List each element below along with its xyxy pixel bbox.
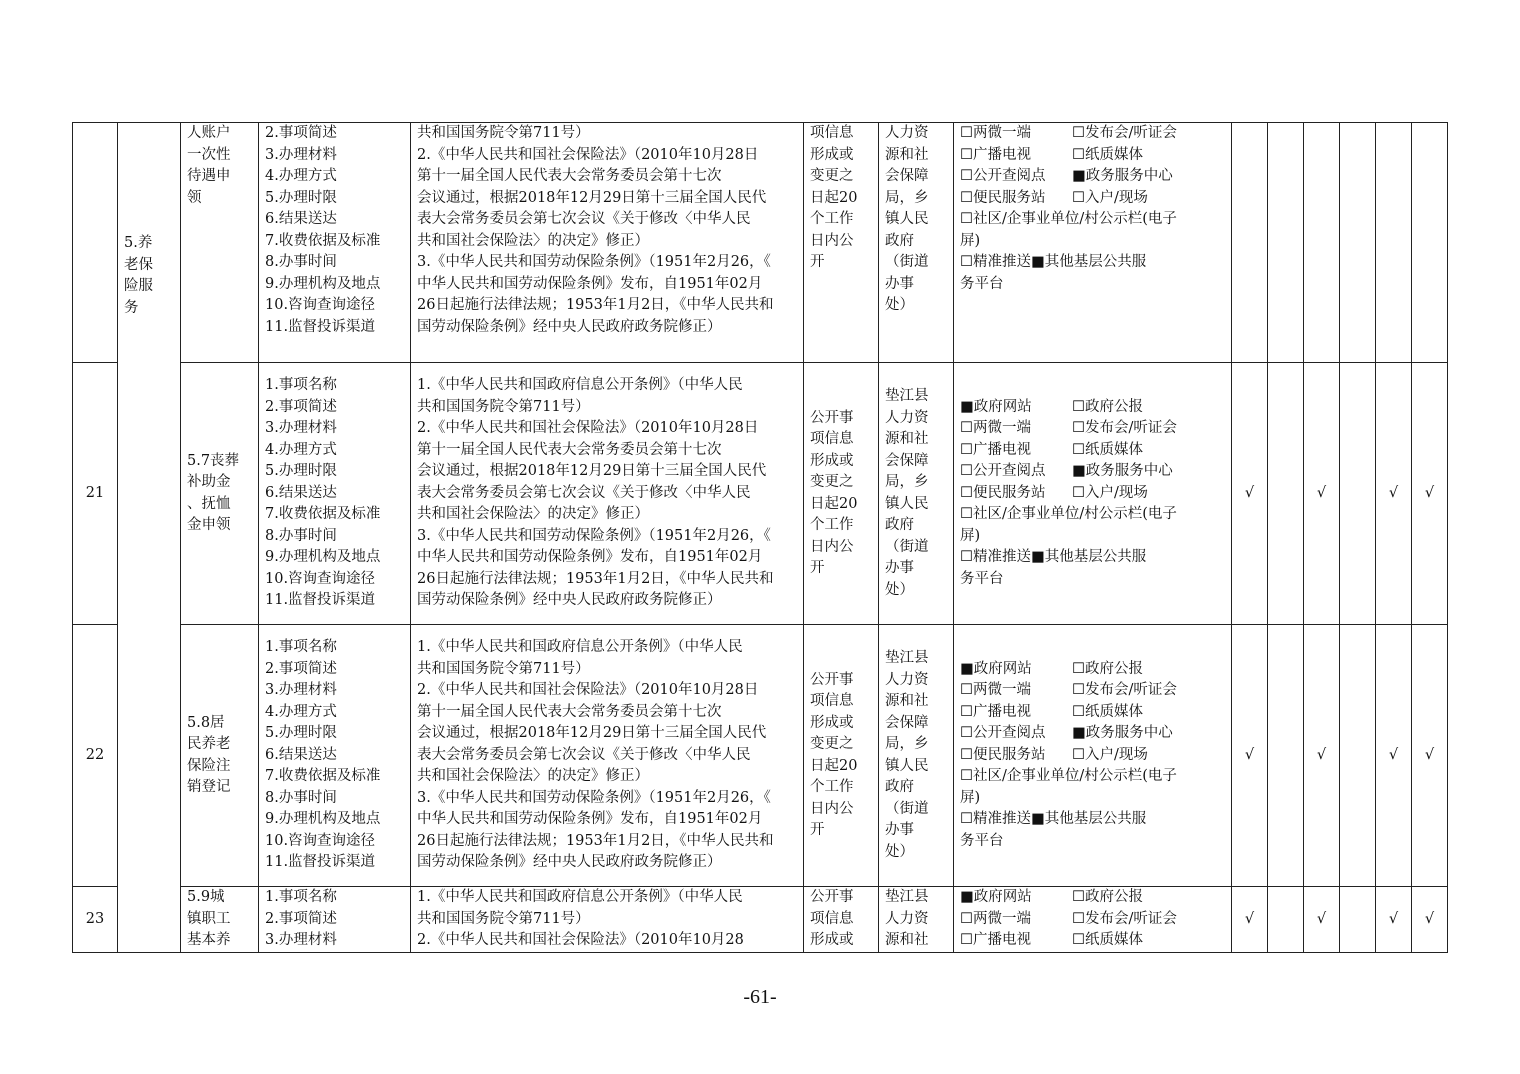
check-cell: √ (1232, 887, 1268, 953)
time-line: 变更之 (810, 168, 854, 184)
item-name-cell (181, 887, 259, 953)
time-line: 日内公 (810, 232, 854, 249)
org-line: 镇人民 (885, 211, 929, 227)
content-line: 1.事项名称 (265, 889, 337, 905)
time-line: 形成或 (810, 714, 854, 731)
channel-item: ☐发布会/听证会 (1072, 910, 1177, 927)
content-line: 2.事项简述 (265, 660, 337, 677)
content-line: 11.监督投诉渠道 (265, 592, 376, 609)
channels-cell (954, 363, 1232, 625)
content-line: 3.办理材料 (265, 682, 337, 699)
basis-line: 2.《中华人民共和国社会保险法》（2010年10月28日 (417, 146, 759, 163)
channel-item: ☐精准推送■其他基层公共服 (960, 811, 1147, 828)
channel-item: ☐便民服务站 (960, 484, 1046, 501)
basis-line: 2.《中华人民共和国社会保险法》（2010年10月28日 (417, 682, 759, 699)
time-line: 开 (810, 822, 825, 838)
service-table (72, 122, 1448, 953)
basis-line: 第十一届全国人民代表大会常务委员会第十七次 (417, 168, 722, 184)
channel-item: ☐便民服务站 (960, 746, 1046, 763)
content-line: 1.事项名称 (265, 639, 337, 656)
channel-item: ■政府网站 (960, 889, 1032, 905)
basis-line: 第十一届全国人民代表大会常务委员会第十七次 (417, 441, 722, 458)
check-cell (1340, 363, 1376, 625)
org-line: 办事 (885, 275, 914, 292)
content-line: 8.办事时间 (265, 789, 337, 806)
item-name-cell (181, 363, 259, 625)
time-line: 日起20 (810, 495, 858, 512)
content-line: 7.收费依据及标准 (265, 768, 381, 785)
org-line: 源和社 (885, 431, 929, 447)
time-line: 公开事 (810, 671, 854, 688)
item-name-line: 、抚恤 (187, 495, 231, 512)
org-line: 源和社 (885, 146, 929, 163)
channel-item: ☐入户/现场 (1072, 746, 1148, 763)
item-name-cell (181, 625, 259, 887)
responsible-org-cell (879, 123, 954, 363)
content-line: 7.收费依据及标准 (265, 506, 381, 523)
channel-item: ☐广播电视 (960, 703, 1031, 720)
channel-item: ☐两微一端 (960, 420, 1031, 437)
category-line: 老保 (124, 256, 153, 273)
org-line: 政府 (885, 779, 914, 795)
channels-cell (954, 887, 1232, 953)
check-cell (1232, 123, 1268, 363)
org-line: 人力资 (885, 671, 929, 688)
item-name-cell (181, 123, 259, 363)
time-line: 日内公 (810, 800, 854, 817)
org-line: 人力资 (885, 125, 929, 141)
time-line: 项信息 (810, 125, 854, 141)
check-cell: √ (1304, 363, 1340, 625)
content-line: 10.咨询查询途径 (265, 832, 376, 849)
time-line: 项信息 (810, 431, 854, 447)
channel-list (960, 123, 1225, 295)
item-name-line: 5.8居 (187, 714, 225, 731)
content-line: 10.咨询查询途径 (265, 570, 376, 587)
content-line: 5.办理时限 (265, 463, 337, 480)
basis-line: 国劳动保险条例》经中央人民政府政务院修正） (417, 592, 722, 609)
basis-line: 国劳动保险条例》经中央人民政府政务院修正） (417, 318, 722, 335)
org-line: （街道 (885, 800, 929, 817)
org-line: 会保障 (885, 452, 929, 469)
item-name-line: 5.7丧葬 (187, 452, 240, 469)
time-line: 开 (810, 254, 825, 270)
basis-line: 表大会常务委员会第七次会议《关于修改〈中华人民 (417, 746, 751, 763)
basis-line: 第十一届全国人民代表大会常务委员会第十七次 (417, 703, 722, 720)
check-cell: √ (1376, 363, 1412, 625)
channel-item: ☐纸质媒体 (1072, 441, 1143, 458)
disclosure-content-cell (259, 625, 411, 887)
content-line: 6.结果送达 (265, 211, 337, 227)
basis-line: 共和国国务院令第711号） (417, 660, 590, 677)
disclosure-time-cell (804, 123, 879, 363)
content-line: 1.事项名称 (265, 377, 337, 394)
channel-list (960, 887, 1225, 952)
channel-item: ☐广播电视 (960, 441, 1031, 458)
check-cell (1340, 625, 1376, 887)
channel-item: ☐社区/企事业单位/村公示栏(电子 (960, 211, 1177, 227)
org-line: 处） (885, 843, 914, 860)
channel-item: ☐精准推送■其他基层公共服 (960, 549, 1147, 566)
channel-list (960, 659, 1225, 853)
item-name-line: 民养老 (187, 736, 231, 752)
channel-item: 务平台 (960, 570, 1004, 587)
time-line: 形成或 (810, 932, 854, 948)
disclosure-time-cell (804, 363, 879, 625)
legal-basis-cell (411, 123, 804, 363)
check-cell: √ (1412, 887, 1448, 953)
content-line: 10.咨询查询途径 (265, 297, 376, 313)
basis-line: 2.《中华人民共和国社会保险法》（2010年10月28 (417, 932, 744, 948)
item-name-line: 镇职工 (187, 910, 231, 927)
basis-line: 表大会常务委员会第七次会议《关于修改〈中华人民 (417, 484, 751, 501)
check-cell: √ (1376, 887, 1412, 953)
table-row (73, 625, 1448, 887)
content-line: 5.办理时限 (265, 189, 337, 206)
check-cell (1268, 363, 1304, 625)
check-cell (1268, 625, 1304, 887)
time-line: 个工作 (810, 779, 854, 795)
channel-item: ☐公开查阅点 (960, 725, 1046, 742)
content-line: 2.事项简述 (265, 125, 337, 141)
channel-item: 屏) (960, 789, 981, 806)
channel-item: ☐入户/现场 (1072, 484, 1148, 501)
content-line: 4.办理方式 (265, 441, 337, 458)
time-line: 日起20 (810, 757, 858, 774)
check-cell: √ (1232, 625, 1268, 887)
channel-item: ■政府网站 (960, 398, 1032, 415)
basis-line: 2.《中华人民共和国社会保险法》（2010年10月28日 (417, 420, 759, 437)
check-cell: √ (1304, 887, 1340, 953)
basis-line: 共和国国务院令第711号） (417, 125, 590, 141)
channel-item: ☐政府公报 (1072, 660, 1143, 677)
check-cell (1340, 887, 1376, 953)
check-cell (1376, 123, 1412, 363)
channel-item: ☐社区/企事业单位/村公示栏(电子 (960, 506, 1177, 523)
org-line: （街道 (885, 538, 929, 555)
time-line: 个工作 (810, 211, 854, 227)
org-line: 办事 (885, 560, 914, 576)
basis-line: 共和国社会保险法〉的决定》修正） (417, 768, 649, 785)
content-line: 5.办理时限 (265, 725, 337, 742)
page-number: -61- (743, 986, 777, 1008)
org-line: 会保障 (885, 714, 929, 731)
channel-item: ☐纸质媒体 (1072, 146, 1143, 163)
check-cell (1304, 123, 1340, 363)
item-name-line: 一次性 (187, 146, 231, 163)
org-line: 政府 (885, 232, 914, 249)
channel-list (960, 397, 1225, 591)
channel-item: ☐发布会/听证会 (1072, 682, 1177, 699)
channel-item: ☐公开查阅点 (960, 168, 1046, 184)
time-line: 开 (810, 560, 825, 576)
item-name-line: 待遇申 (187, 168, 231, 184)
org-line: 人力资 (885, 409, 929, 426)
basis-line: 会议通过，根据2018年12月29日第十三届全国人民代 (417, 463, 767, 480)
basis-line: 3.《中华人民共和国劳动保险条例》（1951年2月26，《 (417, 789, 771, 806)
content-line: 4.办理方式 (265, 703, 337, 720)
category-line: 务 (124, 299, 139, 316)
item-name-line: 5.9城 (187, 889, 225, 905)
channel-item: ☐政府公报 (1072, 889, 1143, 905)
org-line: 局，乡 (885, 189, 929, 206)
row-number-cell: 21 (73, 363, 118, 625)
time-line: 个工作 (810, 517, 854, 533)
channel-item: ☐两微一端 (960, 910, 1031, 927)
basis-line: 中华人民共和国劳动保险条例》发布，自1951年02月 (417, 549, 763, 566)
content-line: 11.监督投诉渠道 (265, 854, 376, 871)
basis-line: 1.《中华人民共和国政府信息公开条例》（中华人民 (417, 377, 743, 394)
org-line: 镇人民 (885, 757, 929, 774)
row-number-cell (73, 123, 118, 363)
org-line: 局，乡 (885, 736, 929, 752)
item-name-line: 销登记 (187, 779, 231, 795)
check-cell: √ (1304, 625, 1340, 887)
channel-item: ■政务服务中心 (1072, 168, 1173, 184)
org-line: 源和社 (885, 693, 929, 709)
time-line: 日内公 (810, 538, 854, 555)
responsible-org-cell (879, 363, 954, 625)
channel-item: 务平台 (960, 275, 1004, 292)
basis-line: 26日起施行法律法规；1953年1月2日，《中华人民共和 (417, 832, 774, 849)
channel-item: ☐社区/企事业单位/村公示栏(电子 (960, 768, 1177, 785)
org-line: 垫江县 (885, 889, 929, 905)
time-line: 项信息 (810, 693, 854, 709)
basis-line: 共和国国务院令第711号） (417, 398, 590, 415)
basis-line: 26日起施行法律法规；1953年1月2日，《中华人民共和 (417, 297, 774, 313)
channels-cell (954, 625, 1232, 887)
check-cell (1340, 123, 1376, 363)
content-line: 2.事项简述 (265, 910, 337, 927)
channel-item: ☐政府公报 (1072, 398, 1143, 415)
channel-item: ☐精准推送■其他基层公共服 (960, 254, 1147, 270)
channel-item: ☐纸质媒体 (1072, 703, 1143, 720)
legal-basis-cell (411, 625, 804, 887)
basis-line: 共和国社会保险法〉的决定》修正） (417, 232, 649, 249)
content-line: 3.办理材料 (265, 146, 337, 163)
check-cell: √ (1376, 625, 1412, 887)
content-line: 9.办理机构及地点 (265, 549, 381, 566)
time-line: 项信息 (810, 910, 854, 927)
content-line: 7.收费依据及标准 (265, 232, 381, 249)
org-line: 垫江县 (885, 650, 929, 666)
basis-line: 26日起施行法律法规；1953年1月2日，《中华人民共和 (417, 570, 774, 587)
org-line: 垫江县 (885, 388, 929, 404)
org-line: 办事 (885, 822, 914, 838)
category-line: 险服 (124, 278, 153, 294)
basis-line: 表大会常务委员会第七次会议《关于修改〈中华人民 (417, 211, 751, 227)
item-name-line: 基本养 (187, 932, 231, 948)
item-name-line: 金申领 (187, 517, 231, 533)
basis-line: 共和国社会保险法〉的决定》修正） (417, 506, 649, 523)
org-line: 人力资 (885, 910, 929, 927)
category-cell (118, 123, 181, 953)
org-line: （街道 (885, 254, 929, 270)
time-line: 公开事 (810, 409, 854, 426)
check-cell: √ (1232, 363, 1268, 625)
org-line: 处） (885, 581, 914, 598)
channel-item: ☐公开查阅点 (960, 463, 1046, 480)
channel-item: ☐纸质媒体 (1072, 932, 1143, 948)
time-line: 形成或 (810, 452, 854, 469)
table-row (73, 887, 1448, 953)
content-line: 6.结果送达 (265, 484, 337, 501)
basis-line: 会议通过，根据2018年12月29日第十三届全国人民代 (417, 725, 767, 742)
basis-line: 3.《中华人民共和国劳动保险条例》（1951年2月26，《 (417, 527, 771, 544)
channel-item: 屏) (960, 232, 981, 249)
org-line: 镇人民 (885, 495, 929, 512)
basis-line: 中华人民共和国劳动保险条例》发布，自1951年02月 (417, 275, 763, 292)
channel-item: ☐便民服务站 (960, 189, 1046, 206)
item-name-line: 人账户 (187, 125, 231, 141)
content-line: 6.结果送达 (265, 746, 337, 763)
item-name-line: 补助金 (187, 474, 231, 490)
disclosure-time-cell (804, 887, 879, 953)
basis-line: 中华人民共和国劳动保险条例》发布，自1951年02月 (417, 811, 763, 828)
content-line: 9.办理机构及地点 (265, 811, 381, 828)
content-line: 3.办理材料 (265, 932, 337, 948)
channel-item: 屏) (960, 527, 981, 544)
content-line: 8.办事时间 (265, 527, 337, 544)
time-line: 日起20 (810, 189, 858, 206)
disclosure-time-cell (804, 625, 879, 887)
time-line: 变更之 (810, 474, 854, 490)
row-number-cell: 22 (73, 625, 118, 887)
item-name-line: 保险注 (187, 757, 231, 774)
content-line: 3.办理材料 (265, 420, 337, 437)
legal-basis-cell (411, 363, 804, 625)
channel-item: 务平台 (960, 832, 1004, 849)
basis-line: 1.《中华人民共和国政府信息公开条例》（中华人民 (417, 889, 743, 905)
basis-line: 国劳动保险条例》经中央人民政府政务院修正） (417, 854, 722, 871)
row-number-cell: 23 (73, 887, 118, 953)
channel-item: ■政务服务中心 (1072, 725, 1173, 742)
org-line: 处） (885, 297, 914, 313)
channel-item: ■政府网站 (960, 660, 1032, 677)
responsible-org-cell (879, 887, 954, 953)
time-line: 形成或 (810, 146, 854, 163)
basis-line: 共和国国务院令第711号） (417, 910, 590, 927)
disclosure-content-cell (259, 123, 411, 363)
content-line: 4.办理方式 (265, 168, 337, 184)
disclosure-content-cell (259, 363, 411, 625)
org-line: 会保障 (885, 168, 929, 184)
channel-item: ☐入户/现场 (1072, 189, 1148, 206)
content-line: 2.事项简述 (265, 398, 337, 415)
channel-item: ☐两微一端 (960, 125, 1031, 141)
channels-cell (954, 123, 1232, 363)
basis-line: 会议通过，根据2018年12月29日第十三届全国人民代 (417, 189, 767, 206)
channel-item: ☐广播电视 (960, 932, 1031, 948)
category-text (124, 233, 174, 319)
item-name-line: 领 (187, 189, 202, 206)
check-cell (1268, 123, 1304, 363)
org-line: 局，乡 (885, 474, 929, 490)
basis-line: 1.《中华人民共和国政府信息公开条例》（中华人民 (417, 639, 743, 656)
channel-item: ☐发布会/听证会 (1072, 125, 1177, 141)
check-cell: √ (1412, 363, 1448, 625)
basis-line: 3.《中华人民共和国劳动保险条例》（1951年2月26，《 (417, 254, 771, 270)
org-line: 政府 (885, 517, 914, 533)
check-cell (1412, 123, 1448, 363)
responsible-org-cell (879, 625, 954, 887)
category-line: 5.养 (124, 235, 153, 251)
disclosure-content-cell (259, 887, 411, 953)
time-line: 公开事 (810, 889, 854, 905)
org-line: 源和社 (885, 932, 929, 948)
channel-item: ☐发布会/听证会 (1072, 420, 1177, 437)
content-line: 9.办理机构及地点 (265, 275, 381, 292)
check-cell: √ (1412, 625, 1448, 887)
channel-item: ☐广播电视 (960, 146, 1031, 163)
channel-item: ☐两微一端 (960, 682, 1031, 699)
content-line: 11.监督投诉渠道 (265, 318, 376, 335)
channel-item: ■政务服务中心 (1072, 463, 1173, 480)
table-row (73, 363, 1448, 625)
content-line: 8.办事时间 (265, 254, 337, 270)
legal-basis-cell (411, 887, 804, 953)
table-row (73, 123, 1448, 363)
check-cell (1268, 887, 1304, 953)
time-line: 变更之 (810, 736, 854, 752)
